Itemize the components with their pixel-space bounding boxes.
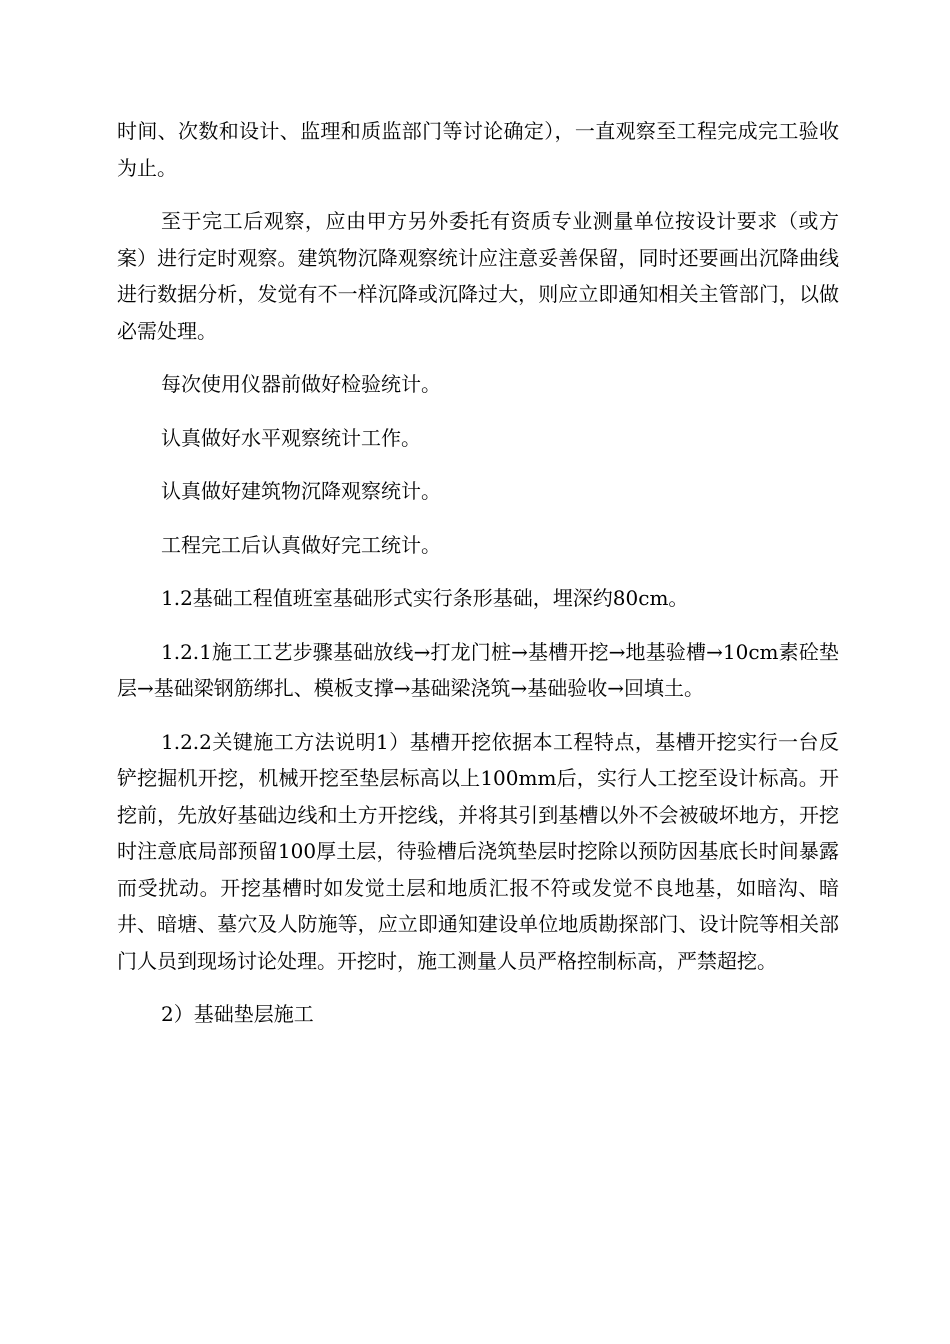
paragraph-level-observation: 认真做好水平观察统计工作。 — [161, 425, 421, 450]
paragraph-instrument-check: 每次使用仪器前做好检验统计。 — [161, 372, 441, 396]
document-page — [117, 113, 839, 1033]
section-heading-1-2: 1.2基础工程值班室基础形式实行条形基础，埋深约80cm。 — [161, 586, 689, 610]
paragraph-key-methods: 1.2.2关键施工方法说明1）基槽开挖依据本工程特点，基槽开挖实行一台反铲挖掘机开挖，机械开挖至垫层标高以上100mm后，实行人工挖至设计标高。开挖前，先放好基础边线和土方开挖线，并将其引到基槽以外不会被破坏地方，开挖时注意底局部预留100厚土层，待验槽后浇筑垫层时挖除以预防因基底长时间暴露而受扰动。开挖基槽时如发觉土层和地质汇报不符或发觉不良地基，如暗沟、暗井、暗塘、墓穴及人防施等，应立即通知建设单位地质勘探部门、设计院等相关部门人员到现场讨论处理。开挖时，施工测量人员严格控制标高，严禁超挖。 — [117, 729, 839, 973]
paragraph-observation-continued: 时间、次数和设计、监理和质监部门等讨论确定），一直观察至工程完成完工验收为止。 — [117, 119, 839, 180]
paragraph-post-completion-observation: 至于完工后观察，应由甲方另外委托有资质专业测量单位按设计要求（或方案）进行定时观察。建筑物沉降观察统计应注意妥善保留，同时还要画出沉降曲线进行数据分析，发觉有不一样沉降或沉降过大，则应立即通知相关主管部门，以做必需处理。 — [117, 209, 839, 343]
paragraph-process-steps: 1.2.1施工工艺步骤基础放线→打龙门桩→基槽开挖→地基验槽→10cm素砼垫层→基础梁钢筋绑扎、模板支撑→基础梁浇筑→基础验收→回填土。 — [117, 639, 839, 700]
paragraph-settlement-record: 认真做好建筑物沉降观察统计。 — [161, 479, 441, 503]
paragraph-completion-record: 工程完工后认真做好完工统计。 — [161, 532, 441, 557]
paragraph-cushion-construction: 2）基础垫层施工 — [161, 1002, 314, 1026]
